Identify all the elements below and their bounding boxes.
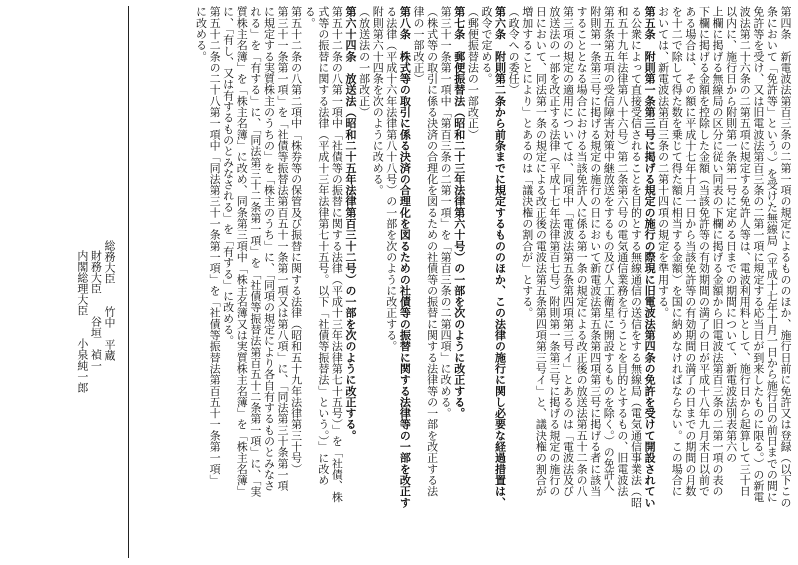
- signature-block: [26, 240, 116, 560]
- text-line: 第八条 株式等の取引に係る決済の合理化を図るための社債等の振替に関する法律等の一部を改正す: [398, 6, 412, 508]
- text-line: る公衆によって直接受信されることを目的とする無線通信の送信をする無線局（電気通信事業法（昭: [629, 6, 643, 508]
- text-line: 放送法の一部を改正する法律（平成十七年法律第百七号）附則第一条第三号に掲げる規定の施行の: [547, 6, 561, 497]
- document-body: [112, 6, 792, 558]
- text-line: 免許等を受け、又は旧電波法第百三条の二第一項に規定する応当日が到来したものに限る。）の新電: [751, 6, 765, 503]
- text-line: 第六条 附則第二条から前条までに規定するもののほか、この法律の施行に関し必要な経過措置は、: [493, 6, 507, 508]
- minister-title: 内閣総理大臣: [75, 250, 89, 316]
- text-line: る。: [303, 6, 317, 29]
- text-line: 第五十二条の二十八第一項中「同法第三十一条第一項」を「社債等振替法第百五十一条第一項」: [208, 6, 222, 486]
- text-line: （政令への委任）: [507, 6, 521, 96]
- signature-divider: [128, 6, 129, 558]
- text-line: 以内に、施行日から附則第一条第一号に定める日までの期間について、新電波法別表第六の: [724, 6, 738, 464]
- text-line: 第五十二条の八第二項中「株券等の保管及び振替に関する法律（昭和五十九年法律第三十号）: [289, 6, 303, 475]
- text-line: 附則第一条第三号に掲げる規定の施行の日において新電波法第五条第四項第三号に掲げる者に該当: [588, 6, 602, 497]
- text-line: を十二で除して得た数を乗じて得た額に相当する金額）を国に納めなければならない。この場合に: [670, 6, 684, 497]
- text-line: 第六十四条 放送法（昭和二十五年法律第百三十二号）の一部を次のように改正する。: [344, 6, 357, 441]
- text-line: 第四条 新電波法第百三条の二第一項の規定によるもののほか、施行日前に免許又は登録（以下この: [779, 6, 792, 508]
- text-line: れる」を「有する」に、「同法第三十二条第一項」を「社債等振替法第百五十二条第一項」に、「実: [248, 6, 262, 497]
- minister-name: 谷垣 禎一: [89, 316, 103, 371]
- text-line: 律の一部改正）: [411, 6, 425, 85]
- text-line: る法律（平成十六年法律第八十八号）の一部を次のように改正する。: [384, 6, 398, 352]
- minister-name: 小泉純一郎: [75, 338, 89, 393]
- text-line: 式等の振替に関する法律（平成十三年法律第七十五号。以下「社債等振替法」という。）」に改め: [316, 6, 330, 486]
- signature-entry: [102, 240, 116, 560]
- text-line: 第三十一条第一項中「第百三条の二第一項」を「第百三条の二第四項」に改める。: [439, 6, 453, 419]
- text-line: に改める。: [194, 6, 208, 62]
- text-line: 第五条 附則第一条第三号に掲げる規定の施行の際現に旧電波法第四条の免許を受けて開設されてい: [643, 6, 657, 508]
- text-line: 日において、同法第一条の規定による改正後の電波法第五条第四項第三号イ」と、議決権の割合が: [534, 6, 548, 497]
- text-line: 第三十一条第一項」を「社債等振替法第百五十一条第一項又は第八項」に、「同法第三十条第一項: [276, 6, 290, 492]
- text-line: 上欄に掲げる無線局の区分に従い同表の下欄に掲げる金額から旧電波法第百三条の二第一項の表の: [711, 6, 725, 497]
- text-line: おいては、新電波法第百三条の二第十四項の規定を準用する。: [656, 6, 670, 319]
- minister-name: 竹中 平蔵: [103, 306, 116, 361]
- text-line: （郵便振替法の一部改正）: [466, 6, 480, 140]
- text-line: 第七条 郵便振替法（昭和二十三年法律第六十号）の一部を次のように改正する。: [452, 6, 466, 419]
- text-line: 質株主名簿」を「株主名簿」に改め、同条第三項中「株主名簿又は実質株主名簿」を「株主名簿」: [235, 6, 249, 497]
- text-line: （株式等の取引に係る決済の合理化を図るための社債等の振替に関する法律等の一部を改正する法: [425, 6, 439, 497]
- text-line: 第三項の規定の適用については、同項中「電波法第五条第四項第三号イ」とあるのは「電波法及び: [561, 6, 575, 497]
- signature-entry: [75, 240, 89, 560]
- text-line: 増加することにより」とあるのは「議決権の割合が」とする。: [520, 6, 534, 319]
- text-line: 条において「免許等」という。）を受けた無線局（平成十七年十月一日から施行日の前日までの間に: [765, 6, 779, 503]
- text-line: に、「有し、又は有するものとみなされる」を「有する」に改める。: [221, 6, 235, 347]
- text-line: 政令で定める。: [479, 6, 493, 85]
- text-line: 第五条第五項の受信障害対策中継放送をするもの及び人工衛星に開設するものを除く。）の免許人: [602, 6, 616, 492]
- text-line: 附則第六十四条を次のように改める。: [371, 6, 385, 196]
- minister-title: 財務大臣: [89, 250, 103, 294]
- text-line: に規定する実質株主のうちの」を「株主のうち」に、「同項の規定により各自有するものとみなさ: [262, 6, 276, 492]
- text-line: ある場合は、その額に平成十七年十月一日から当該免許等の有効期間の満了の日までの期間の月数: [683, 6, 697, 497]
- text-line: することとなる場合における当該免許人に係る第一条の規定による改正後の放送法第五十二条の八: [575, 6, 589, 497]
- text-line: 下欄に掲げる金額を控除した金額（当該免許等の有効期間の満了の日が平成十八年九月末日以前で: [697, 6, 711, 497]
- text-line: 和五十九年法律第八十六号）第二条第六号の電気通信業務を行うことを目的とするもの、旧電波法: [615, 6, 629, 497]
- text-line: （放送法の一部改正）: [357, 6, 371, 118]
- signature-entry: [89, 240, 103, 560]
- text-line: 波法第二十六条の二第五項に規定する免許人等は、電波利用料として、施行日から起算して三十日: [738, 6, 752, 497]
- text-line: 第五十二条の八第一項中「社債等の振替に関する法律（平成十三年法律第七十五号）」を「社債、株: [330, 6, 344, 503]
- minister-title: 総務大臣: [103, 240, 116, 284]
